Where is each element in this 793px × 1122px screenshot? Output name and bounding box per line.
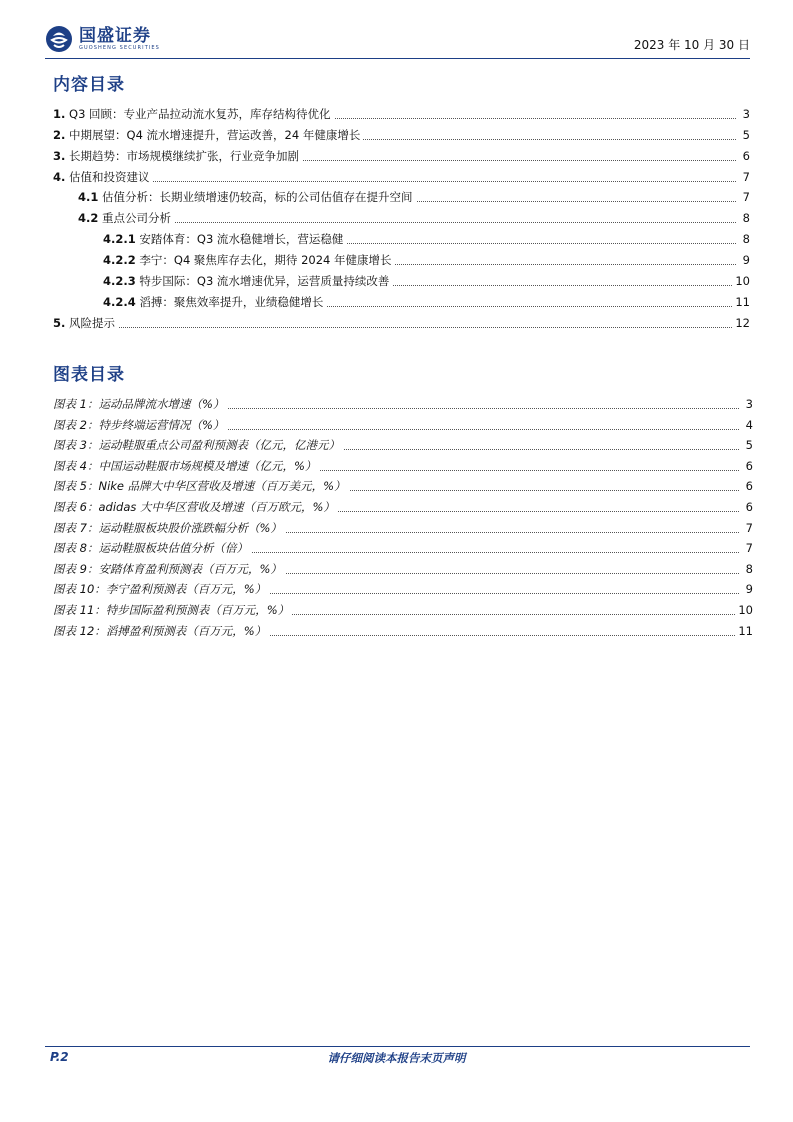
- toc-entry-number: 4.2.1: [103, 232, 136, 246]
- toc-entry-page: 11: [735, 295, 750, 309]
- toc-entry-text: 估值分析：长期业绩增速仍较高，标的公司估值存在提升空间: [102, 190, 413, 204]
- toc-entry[interactable]: [78, 210, 750, 226]
- toc-entry-text: 重点公司分析: [102, 211, 172, 225]
- toc-entry-text: 中期展望：Q4 流水增速提升，营运改善，24 年健康增长: [69, 128, 361, 142]
- company-logo: [45, 22, 160, 56]
- toc-entry-number: 2.: [53, 128, 66, 142]
- toc-entry-text: Q3 回顾：专业产品拉动流水复苏，库存结构待优化: [69, 107, 331, 121]
- figure-entry[interactable]: [53, 602, 753, 618]
- figure-entry-page: 6: [745, 500, 753, 514]
- toc-entry-text: 估值和投资建议: [69, 170, 150, 184]
- toc-entry-text: 风险提示: [69, 316, 116, 330]
- toc-entry[interactable]: [103, 294, 750, 310]
- toc-entry-number: 4.2.3: [103, 274, 136, 288]
- toc-entry-number: 4.2: [78, 211, 99, 225]
- figure-entry-page: 6: [745, 479, 753, 494]
- toc-entry-page: 12: [735, 316, 750, 330]
- figure-entry[interactable]: [53, 417, 753, 433]
- figure-entry-text: 图表 7：运动鞋服板块股价涨跌幅分析（%）: [53, 520, 285, 536]
- figure-entry-page: 7: [745, 520, 753, 535]
- toc-entry[interactable]: [53, 106, 750, 122]
- toc-leader-dots: [78, 222, 736, 223]
- figure-entry-page: 6: [745, 458, 753, 473]
- footer-divider: [45, 1046, 750, 1047]
- figure-entry[interactable]: [53, 561, 753, 577]
- figure-entry-text: 图表 10：李宁盈利预测表（百万元，%）: [53, 581, 269, 597]
- toc-leader-dots: [53, 181, 736, 182]
- toc-entry-page: 7: [742, 190, 750, 204]
- toc-entry[interactable]: [78, 189, 750, 205]
- toc-entry-number: 4.2.4: [103, 295, 136, 309]
- figure-entry[interactable]: [53, 499, 753, 515]
- figure-entry-page: 5: [745, 438, 753, 453]
- toc-leader-dots: [53, 327, 736, 328]
- toc-title: 内容目录: [53, 75, 125, 95]
- figure-entry-text: 图表 5：Nike 品牌大中华区营收及增速（百万美元，%）: [53, 478, 349, 494]
- figure-entry[interactable]: [53, 458, 753, 474]
- toc-entry-number: 4.1: [78, 190, 99, 204]
- toc-entry-page: 5: [742, 128, 750, 142]
- figure-entry-page: 10: [738, 603, 753, 617]
- figure-entry-page: 8: [745, 561, 753, 576]
- toc-entry-number: 4.: [53, 170, 66, 184]
- figure-entry-page: 7: [745, 541, 753, 556]
- header-divider: [45, 58, 750, 59]
- figure-entry[interactable]: [53, 520, 753, 536]
- logo-chinese-name: 国盛证券: [79, 25, 151, 46]
- toc-entry[interactable]: [53, 127, 750, 143]
- figure-entry-text: 图表 2：特步终端运营情况（%）: [53, 417, 227, 433]
- toc-entry-number: 1.: [53, 107, 66, 121]
- figure-entry-text: 图表 11：特步国际盈利预测表（百万元，%）: [53, 602, 292, 618]
- toc-entry[interactable]: [53, 148, 750, 164]
- figure-entry-page: 4: [745, 417, 753, 432]
- logo-english-name: GUOSHENG SECURITIES: [79, 44, 160, 51]
- figure-entry-text: 图表 9：安踏体育盈利预测表（百万元，%）: [53, 561, 285, 577]
- figure-entry-text: 图表 4：中国运动鞋服市场规模及增速（亿元，%）: [53, 458, 319, 474]
- figure-entry[interactable]: [53, 581, 753, 597]
- figure-entry-page: 9: [745, 582, 753, 597]
- toc-entry[interactable]: [53, 315, 750, 331]
- logo-mark-icon: [45, 25, 73, 53]
- figure-entry-page: 11: [738, 623, 753, 638]
- toc-entry-text: 特步国际：Q3 流水增速优异，运营质量持续改善: [139, 274, 390, 288]
- figure-entry-text: 图表 8：运动鞋服板块估值分析（倍）: [53, 540, 251, 556]
- toc-entry-number: 4.2.2: [103, 253, 136, 267]
- toc-entry-page: 9: [742, 253, 750, 267]
- page-header: [45, 22, 750, 58]
- toc-entry-page: 8: [742, 232, 750, 246]
- figure-entry[interactable]: [53, 540, 753, 556]
- toc-entry-text: 长期趋势：市场规模继续扩张，行业竞争加剧: [69, 149, 300, 163]
- page-number: P.2: [50, 1050, 69, 1064]
- toc-entry-text: 安踏体育：Q3 流水稳健增长，营运稳健: [139, 232, 344, 246]
- toc-entry-page: 7: [742, 170, 750, 184]
- toc-entry-number: 5.: [53, 316, 66, 330]
- toc-entry-page: 8: [742, 211, 750, 225]
- figure-entry[interactable]: [53, 396, 753, 412]
- figures-title: 图表目录: [53, 365, 125, 385]
- figure-entry-text: 图表 12：滔搏盈利预测表（百万元，%）: [53, 623, 269, 639]
- toc-entry-page: 6: [742, 149, 750, 163]
- toc-entry-page: 3: [742, 107, 750, 121]
- report-date: 2023 年 10 月 30 日: [633, 38, 750, 52]
- disclaimer-note: 请仔细阅读本报告末页声明: [327, 1051, 466, 1065]
- toc-entry-text: 李宁：Q4 聚焦库存去化，期待 2024 年健康增长: [139, 253, 392, 267]
- toc-entry-text: 滔搏：聚焦效率提升，业绩稳健增长: [139, 295, 324, 309]
- figure-entry[interactable]: [53, 437, 753, 453]
- figure-entry-text: 图表 6：adidas 大中华区营收及增速（百万欧元，%）: [53, 499, 338, 515]
- figure-entry-text: 图表 1：运动品牌流水增速（%）: [53, 396, 227, 412]
- figure-entry-text: 图表 3：运动鞋服重点公司盈利预测表（亿元，亿港元）: [53, 437, 343, 453]
- toc-entry[interactable]: [103, 273, 750, 289]
- toc-entry[interactable]: [53, 169, 750, 185]
- figure-entry[interactable]: [53, 623, 753, 639]
- toc-entry[interactable]: [103, 252, 750, 268]
- toc-entry-page: 10: [735, 274, 750, 288]
- toc-entry[interactable]: [103, 231, 750, 247]
- figure-entry[interactable]: [53, 478, 753, 494]
- figure-entry-page: 3: [745, 397, 753, 411]
- toc-entry-number: 3.: [53, 149, 66, 163]
